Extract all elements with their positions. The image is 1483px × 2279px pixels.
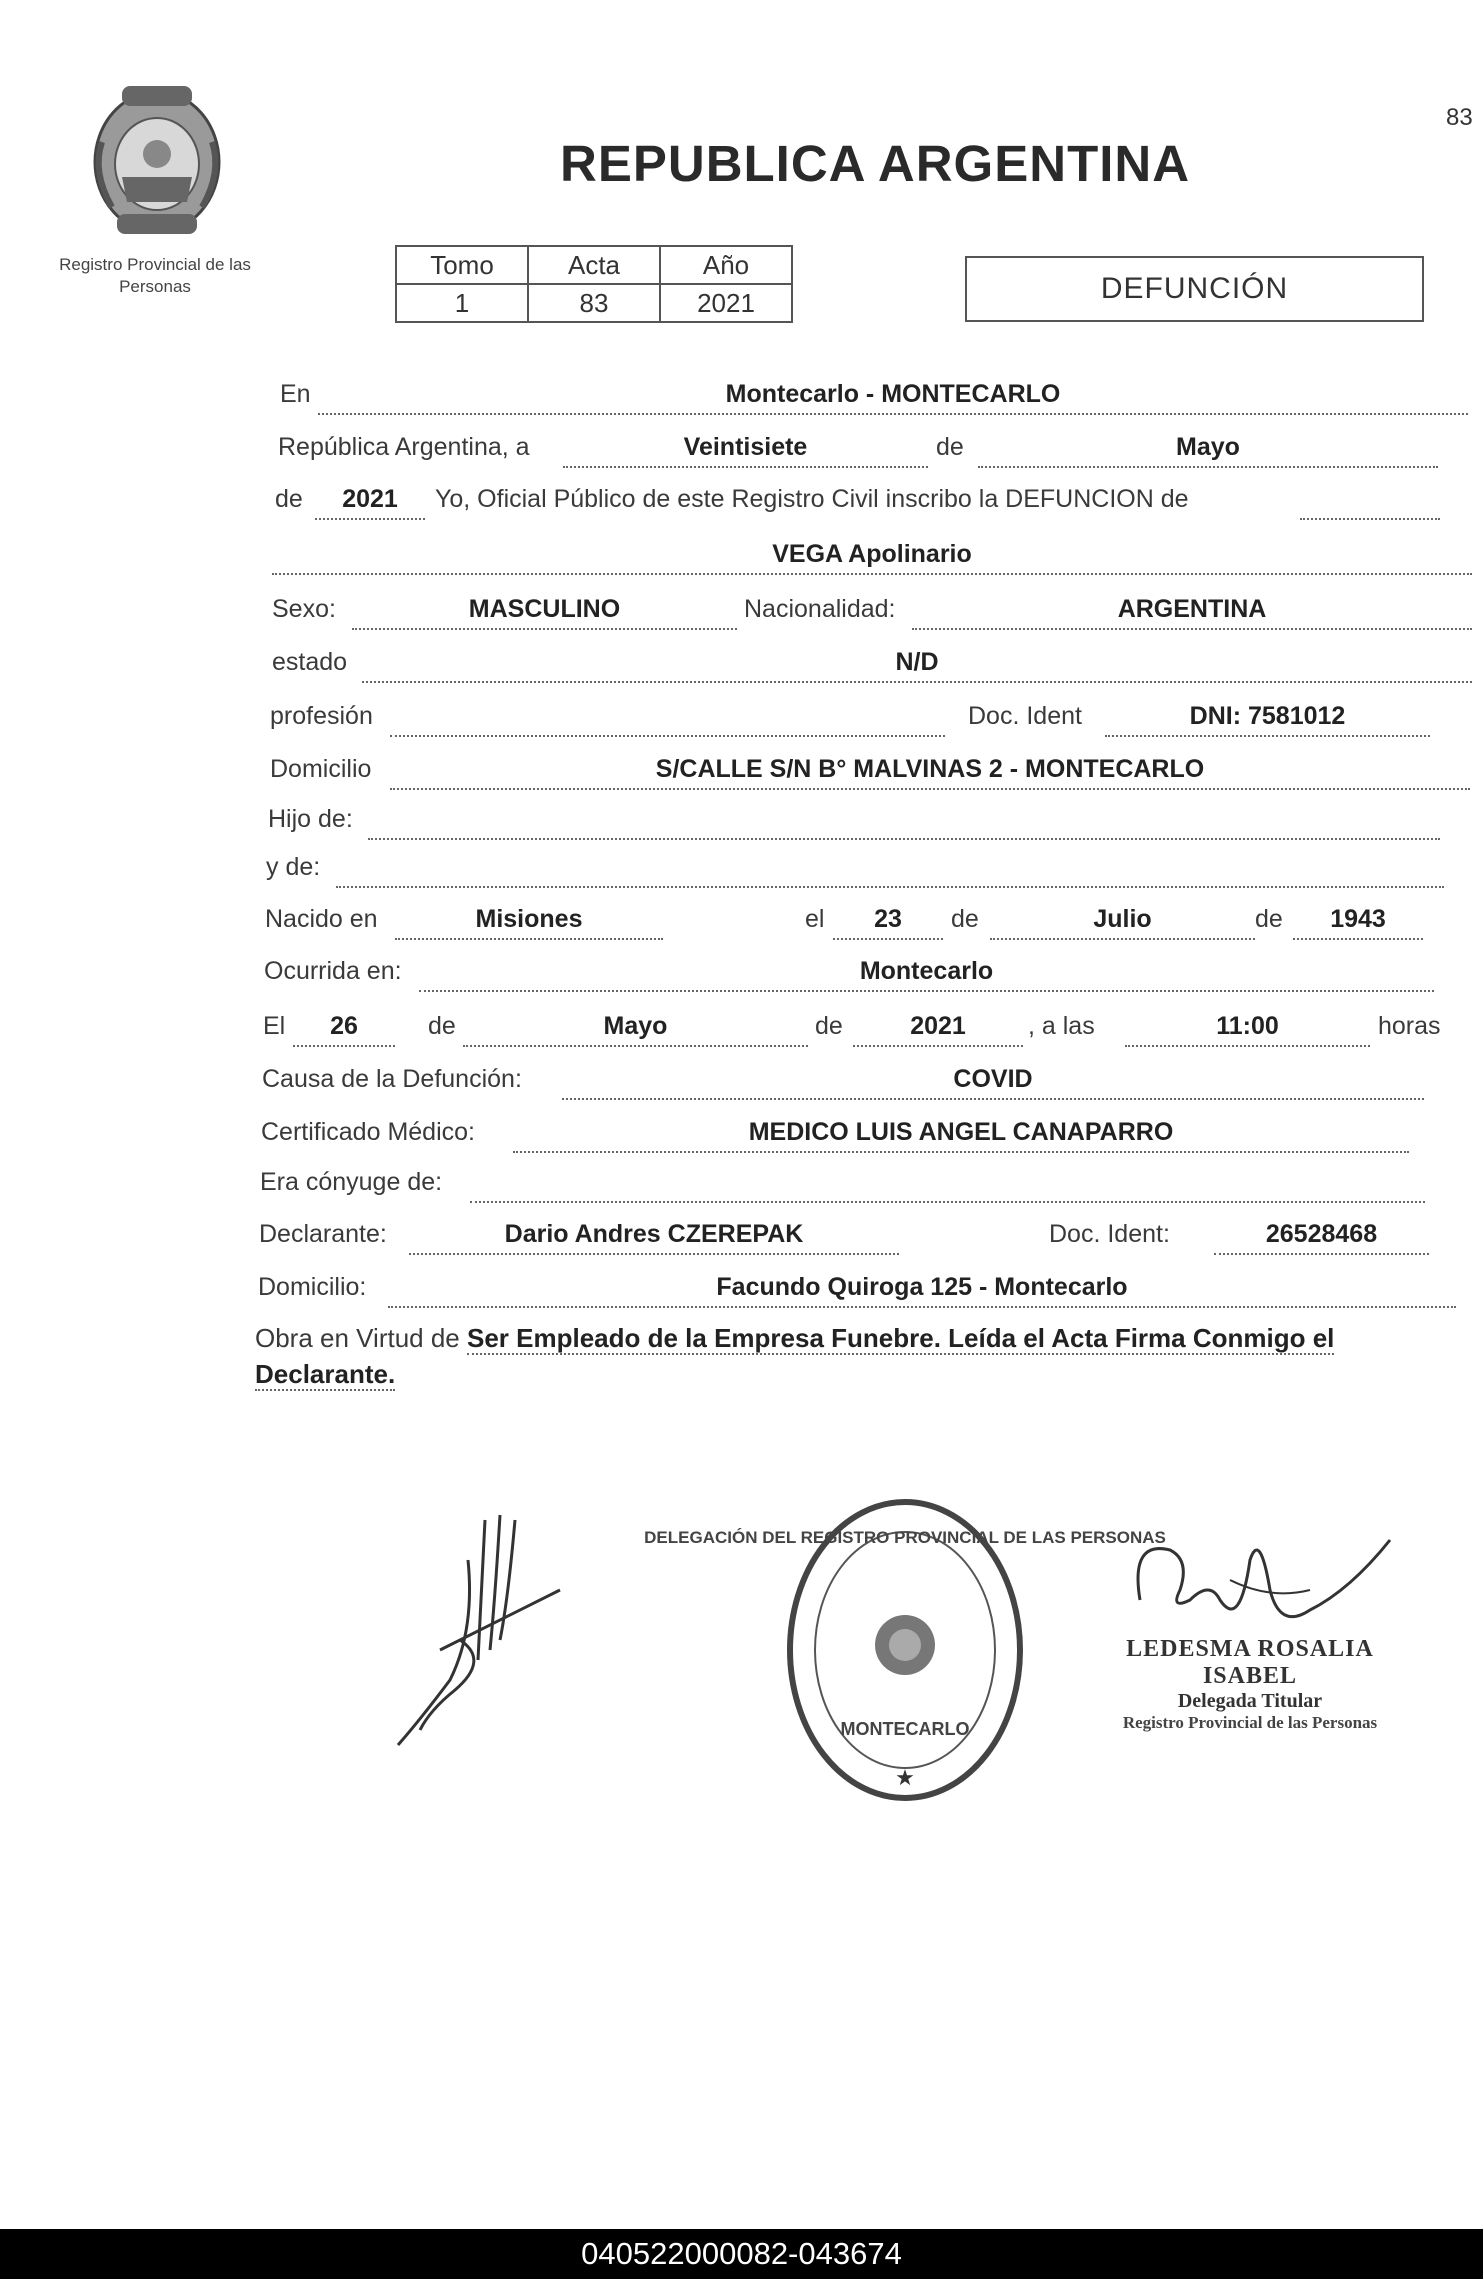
de2-label: de [275, 485, 303, 513]
anio-acta-field: 2021 [315, 478, 425, 520]
row-sexo [272, 590, 1472, 630]
acta-value: 83 [528, 284, 660, 322]
en-field: Montecarlo - MONTECARLO [318, 373, 1468, 415]
misiones-emblem [82, 82, 232, 242]
declarante-signature [380, 1500, 580, 1760]
hora-field: 11:00 [1125, 1005, 1370, 1047]
declarante-label: Declarante: [259, 1220, 387, 1248]
nacido-de1-label: de [951, 905, 979, 933]
fecha-dia-field: 26 [293, 1005, 395, 1047]
nacionalidad-label: Nacionalidad: [744, 595, 896, 623]
obra-label: Obra en Virtud de [255, 1323, 460, 1353]
row-inscribo [275, 480, 1440, 520]
estado-field: N/D [362, 641, 1472, 683]
hijo-label: Hijo de: [268, 805, 353, 833]
obra-en-virtud [255, 1320, 1455, 1392]
certificado-field: MEDICO LUIS ANGEL CANAPARRO [513, 1111, 1409, 1153]
obra-text: Ser Empleado de la Empresa Funebre. Leída el Acta Firma Conmigo el Declarante. [255, 1323, 1335, 1389]
anio-header: Año [660, 246, 792, 284]
tomo-value: 1 [396, 284, 528, 322]
declarante-field: Dario Andres CZEREPAK [409, 1213, 899, 1255]
dia-field: Veintisiete [563, 426, 928, 468]
delegada-role: Delegada Titular [1177, 1690, 1323, 1712]
y-de-field [336, 846, 1444, 888]
domicilio-field: S/CALLE S/N B° MALVINAS 2 - MONTECARLO [390, 748, 1470, 790]
conyuge-label: Era cónyuge de: [260, 1168, 443, 1196]
nacido-label: Nacido en [265, 905, 378, 933]
row-fallecido [272, 535, 1472, 575]
profesion-label: profesión [270, 702, 373, 730]
row-fecha-defuncion [263, 1007, 1448, 1047]
fecha-el-label: El [263, 1012, 286, 1040]
sexo-label: Sexo: [272, 595, 336, 623]
row-hijo [268, 800, 1440, 840]
inscribo-text: Yo, Oficial Público de este Registro Civil inscribo la DEFUNCION de [435, 485, 1189, 513]
row-profesion [270, 697, 1430, 737]
doc-field: DNI: 7581012 [1105, 695, 1430, 737]
horas-label: horas [1378, 1012, 1441, 1040]
domicilio-label: Domicilio [270, 755, 372, 783]
domdecl-field: Facundo Quiroga 125 - Montecarlo [388, 1266, 1456, 1308]
causa-label: Causa de la Defunción: [262, 1065, 522, 1093]
profesion-field [390, 695, 945, 737]
tomo-header: Tomo [396, 246, 528, 284]
mes-field: Mayo [978, 426, 1438, 468]
tomo-acta-table [395, 245, 793, 323]
nacionalidad-field: ARGENTINA [912, 588, 1472, 630]
row-y-de [266, 848, 1444, 888]
fecha-de1-label: de [428, 1012, 456, 1040]
delegada-name: LEDESMA ROSALIA ISABEL [1126, 1636, 1374, 1689]
sexo-field: MASCULINO [352, 588, 737, 630]
nacido-dia-field: 23 [833, 898, 943, 940]
ocurrida-label: Ocurrida en: [264, 957, 402, 985]
nacido-anio-field: 1943 [1293, 898, 1423, 940]
nacido-lugar-field: Misiones [395, 898, 663, 940]
inscribo-trailing-field [1300, 478, 1440, 520]
svg-text:★: ★ [895, 1766, 915, 1791]
nacido-mes-field: Julio [990, 898, 1255, 940]
document-type-box: DEFUNCIÓN [965, 256, 1424, 322]
barcode-footer: 040522000082-043674 [0, 2229, 1483, 2279]
registro-provincial-label: Registro Provincial de las Personas [59, 255, 251, 296]
y-de-label: y de: [266, 853, 321, 881]
hijo-field [368, 798, 1440, 840]
stamp-ring-text: DELEGACIÓN DEL REGISTRO PROVINCIAL DE LAS PERSONAS [644, 1528, 1166, 1547]
alas-label: , a las [1028, 1012, 1095, 1040]
row-estado [272, 643, 1472, 683]
fecha-mes-field: Mayo [463, 1005, 808, 1047]
row-certificado [261, 1113, 1409, 1153]
delegada-signature [1110, 1520, 1410, 1650]
en-label: En [280, 380, 311, 408]
domdecl-label: Domicilio: [258, 1273, 367, 1301]
row-declarante [259, 1215, 1429, 1255]
de1-label: de [936, 433, 964, 461]
certificado-label: Certificado Médico: [261, 1118, 475, 1146]
causa-field: COVID [562, 1058, 1424, 1100]
nacido-de2-label: de [1255, 905, 1283, 933]
estado-label: estado [272, 648, 348, 676]
official-stamp [644, 1495, 1166, 1805]
row-nacido [265, 900, 1423, 940]
anio-value: 2021 [660, 284, 792, 322]
republica-label: República Argentina, a [278, 433, 530, 461]
stamp-inner-text: MONTECARLO [840, 1719, 970, 1739]
fallecido-field: VEGA Apolinario [272, 533, 1472, 575]
row-causa [262, 1060, 1424, 1100]
row-domicilio [270, 750, 1470, 790]
docdecl-label: Doc. Ident: [1049, 1220, 1170, 1248]
conyuge-field [470, 1161, 1425, 1203]
acta-header: Acta [528, 246, 660, 284]
docdecl-field: 26528468 [1214, 1213, 1429, 1255]
row-conyuge [260, 1163, 1425, 1203]
doc-label: Doc. Ident [968, 702, 1082, 730]
ocurrida-field: Montecarlo [419, 950, 1434, 992]
page-number: 83 [1446, 104, 1473, 131]
page-title: REPUBLICA ARGENTINA [560, 135, 1191, 192]
row-en [278, 375, 1468, 415]
delegada-signature-block [1085, 1636, 1415, 1733]
row-domicilio-declarante [258, 1268, 1456, 1308]
nacido-el-label: el [805, 905, 825, 933]
delegada-office: Registro Provincial de las Personas [1122, 1713, 1378, 1732]
fecha-anio-field: 2021 [853, 1005, 1023, 1047]
row-fecha-acta [278, 428, 1438, 468]
fecha-de2-label: de [815, 1012, 843, 1040]
row-ocurrida [264, 952, 1434, 992]
